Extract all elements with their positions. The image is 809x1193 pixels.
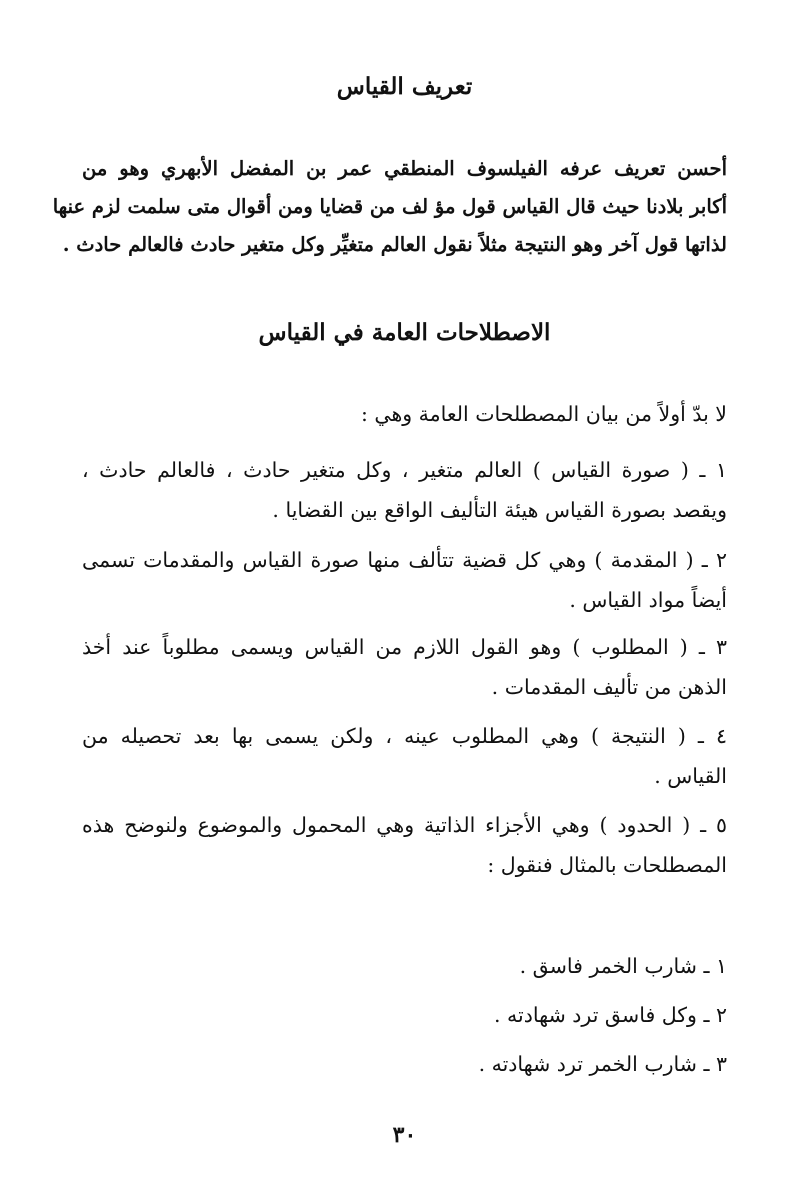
paragraph-line: أيضاً مواد القياس . <box>569 588 727 612</box>
paragraph-line: ٢ ـ ( المقدمة ) وهي كل قضية تتألف منها صورة القياس والمقدمات تسمى <box>82 548 727 572</box>
lead-sentence <box>82 394 727 434</box>
example-conclusion: ٣ ـ شارب الخمر ترد شهادته . <box>478 1052 727 1076</box>
paragraph-line: ٣ ـ ( المطلوب ) وهو القول اللازم من القياس ويسمى مطلوباً عند أخذ <box>82 635 727 659</box>
paragraph-line: لذاتها قول آخر وهو النتيجة مثلاً نقول العالم متغيِّر وكل متغير حادث فالعالم حادث . <box>62 233 727 256</box>
paragraph-line: أكابر بلادنا حيث قال القياس قول مؤ لف من قضايا ومن أقوال متى سلمت لزم عنها <box>52 195 727 218</box>
paragraph-line: القياس . <box>654 764 727 788</box>
page-title: تعريف القياس <box>336 73 473 100</box>
term-paragraph-1 <box>82 450 727 530</box>
example-premise-2: ٢ ـ وكل فاسق ترد شهادته . <box>494 1003 727 1027</box>
definition-paragraph <box>52 150 727 264</box>
paragraph-line: ويقصد بصورة القياس هيئة التأليف الواقع بين القضايا . <box>272 498 727 522</box>
page-number: ٣٠ <box>392 1122 417 1148</box>
section-heading: الاصطلاحات العامة في القياس <box>258 319 551 346</box>
paragraph-line: المصطلحات بالمثال فنقول : <box>487 853 727 877</box>
paragraph-line: ٤ ـ ( النتيجة ) وهي المطلوب عينه ، ولكن يسمى بها بعد تحصيله من <box>82 724 727 748</box>
paragraph-line: ١ ـ ( صورة القياس ) العالم متغير ، وكل متغير حادث ، فالعالم حادث ، <box>82 458 727 482</box>
paragraph-line: ٥ ـ ( الحدود ) وهي الأجزاء الذاتية وهي المحمول والموضوع ولنوضح هذه <box>82 813 727 837</box>
paragraph-line: أحسن تعريف عرفه الفيلسوف المنطقي عمر بن المفضل الأبهري وهو من <box>82 157 727 180</box>
term-paragraph-4 <box>82 716 727 796</box>
term-paragraph-3 <box>82 627 727 707</box>
term-paragraph-2 <box>82 540 727 620</box>
paragraph-line: الذهن من تأليف المقدمات . <box>491 675 727 699</box>
paragraph-line: لا بدّ أولاً من بيان المصطلحات العامة وهي : <box>360 402 727 426</box>
term-paragraph-5 <box>82 805 727 885</box>
example-premise-1: ١ ـ شارب الخمر فاسق . <box>519 954 727 978</box>
